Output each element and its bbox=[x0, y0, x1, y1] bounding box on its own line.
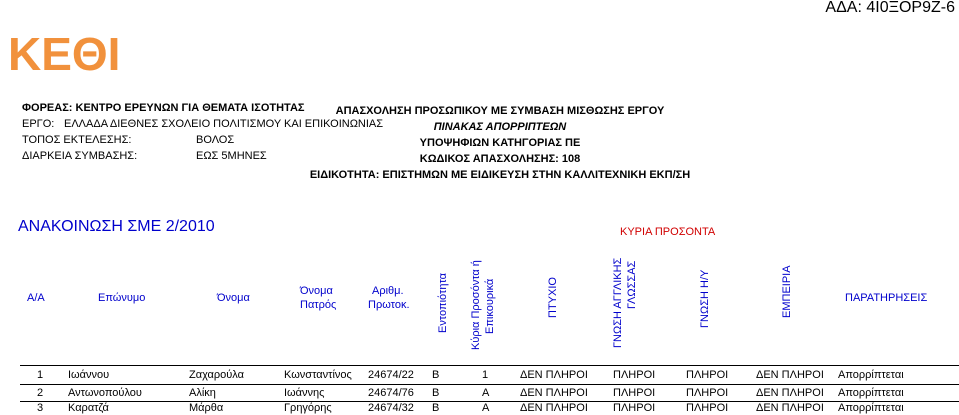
table-row bbox=[0, 368, 959, 384]
kethi-logo bbox=[8, 30, 128, 78]
ada-code: ΑΔΑ: 4Ι0ΞΟΡ9Ζ-6 bbox=[825, 0, 955, 16]
col-hy: ΓΝΩΣΗ Η/Υ bbox=[699, 269, 711, 328]
col-entopiotita: Εντοπιότητα bbox=[437, 273, 449, 333]
cell-kyria: Α bbox=[482, 387, 490, 399]
cell-agglika: ΠΛΗΡΟΙ bbox=[613, 402, 656, 414]
heading-eidikotita: ΕΙΔΙΚΟΤΗΤΑ: ΕΠΙΣΤΗΜΩΝ ΜΕ ΕΙΔΙΚΕΥΣΗ ΣΤΗΝ ΚΑΛΛΙΤΕΧΝΙΚΗ ΕΚΠ/ΣΗ bbox=[309, 169, 691, 181]
info-ergo-label: ΕΡΓΟ: bbox=[22, 118, 55, 130]
info-diarkeia-value: ΕΩΣ 5ΜΗΝΕΣ bbox=[196, 150, 267, 162]
col-kyria-2: Επικουρικά bbox=[484, 278, 496, 334]
info-foreas: ΦΟΡΕΑΣ: ΚΕΝΤΡΟ ΕΡΕΥΝΩΝ ΓΙΑ ΘΕΜΑΤΑ ΙΣΟΤΗΤΑΣ bbox=[22, 102, 305, 114]
cell-surname: Ιωάννου bbox=[68, 369, 110, 381]
logo-text: ΚΕΘΙ bbox=[8, 30, 121, 78]
cell-entopiotita: Β bbox=[432, 387, 440, 399]
info-topos-label: ΤΟΠΟΣ ΕΚΤΕΛΕΣΗΣ: bbox=[22, 134, 132, 146]
heading-apasxolisi: ΑΠΑΣΧΟΛΗΣΗ ΠΡΟΣΩΠΙΚΟΥ ΜΕ ΣΥΜΒΑΣΗ ΜΙΣΘΩΣΗΣ ΕΡΓΟΥ bbox=[335, 105, 665, 117]
col-surname: Επώνυμο bbox=[98, 292, 146, 304]
cell-protocol: 24674/22 bbox=[368, 369, 414, 381]
cell-name: Μάρθα bbox=[189, 402, 224, 414]
announcement-title: ΑΝΑΚΟΙΝΩΣΗ ΣΜΕ 2/2010 bbox=[18, 218, 215, 235]
info-diarkeia-label: ΔΙΑΡΚΕΙΑ ΣΥΜΒΑΣΗΣ: bbox=[22, 150, 138, 162]
cell-ptyxio: ΔΕΝ ΠΛΗΡΟΙ bbox=[520, 387, 588, 399]
heading-kodikos: ΚΩΔΙΚΟΣ ΑΠΑΣΧΟΛΗΣΗΣ: 108 bbox=[419, 153, 581, 165]
col-protocol-2: Πρωτοκ. bbox=[368, 299, 410, 311]
table-top-line bbox=[20, 365, 959, 366]
col-father-1: Όνομα bbox=[300, 285, 333, 297]
col-protocol-1: Αριθμ. bbox=[372, 285, 404, 297]
cell-agglika: ΠΛΗΡΟΙ bbox=[613, 387, 656, 399]
cell-notes: Απορρίπτεται bbox=[838, 402, 904, 414]
info-topos-value: ΒΟΛΟΣ bbox=[196, 134, 235, 146]
cell-surname: Αντωνοπούλου bbox=[68, 387, 142, 399]
cell-empeiria: ΔΕΝ ΠΛΗΡΟΙ bbox=[756, 369, 824, 381]
cell-father: Γρηγόρης bbox=[284, 402, 332, 414]
cell-father: Κωνσταντίνος bbox=[284, 369, 352, 381]
heading-pinakas: ΠΙΝΑΚΑΣ ΑΠΟΡΡΙΠΤΕΩΝ bbox=[433, 121, 567, 133]
col-father-2: Πατρός bbox=[300, 299, 337, 311]
cell-surname: Καρατζά bbox=[68, 402, 109, 414]
table-row bbox=[0, 386, 959, 402]
kyria-prosonta-label: ΚΥΡΙΑ ΠΡΟΣΟΝΤΑ bbox=[620, 226, 716, 238]
cell-empeiria: ΔΕΝ ΠΛΗΡΟΙ bbox=[756, 387, 824, 399]
cell-name: Ζαχαρούλα bbox=[189, 369, 244, 381]
col-notes: ΠΑΡΑΤΗΡΗΣΕΙΣ bbox=[845, 292, 928, 304]
cell-notes: Απορρίπτεται bbox=[838, 387, 904, 399]
cell-name: Αλίκη bbox=[189, 387, 216, 399]
cell-ptyxio: ΔΕΝ ΠΛΗΡΟΙ bbox=[520, 369, 588, 381]
table-row bbox=[0, 401, 959, 415]
cell-hy: ΠΛΗΡΟΙ bbox=[686, 387, 729, 399]
cell-empeiria: ΔΕΝ ΠΛΗΡΟΙ bbox=[756, 402, 824, 414]
cell-entopiotita: Β bbox=[432, 369, 440, 381]
col-aa: Α/Α bbox=[27, 292, 45, 304]
info-ergo-value: ΕΛΛΑΔΑ ΔΙΕΘΝΕΣ ΣΧΟΛΕΙΟ ΠΟΛΙΤΙΣΜΟΥ ΚΑΙ ΕΠΙΚΟΙΝΩΝΙΑΣ bbox=[64, 118, 384, 130]
cell-aa: 2 bbox=[37, 387, 44, 399]
cell-entopiotita: Β bbox=[432, 402, 440, 414]
cell-agglika: ΠΛΗΡΟΙ bbox=[613, 369, 656, 381]
cell-father: Ιωάννης bbox=[284, 387, 325, 399]
cell-hy: ΠΛΗΡΟΙ bbox=[686, 402, 729, 414]
col-kyria-1: Κύρια Προσόντα ή bbox=[470, 260, 482, 350]
heading-ypopsifioi: ΥΠΟΨΗΦΙΩΝ ΚΑΤΗΓΟΡΙΑΣ ΠΕ bbox=[419, 137, 581, 149]
col-empeiria: ΕΜΠΕΙΡΙΑ bbox=[781, 265, 793, 318]
cell-ptyxio: ΔΕΝ ΠΛΗΡΟΙ bbox=[520, 402, 588, 414]
cell-hy: ΠΛΗΡΟΙ bbox=[686, 369, 729, 381]
col-name: Όνομα bbox=[217, 292, 250, 304]
cell-protocol: 24674/76 bbox=[368, 387, 414, 399]
cell-protocol: 24674/32 bbox=[368, 402, 414, 414]
cell-kyria: Α bbox=[482, 402, 490, 414]
col-ptyxio: ΠΤΥΧΙΟ bbox=[547, 277, 559, 318]
cell-kyria: 1 bbox=[482, 369, 489, 381]
col-agglika-2: ΓΛΩΣΣΑΣ bbox=[626, 260, 638, 309]
logo-graphic bbox=[8, 30, 128, 78]
cell-notes: Απορρίπτεται bbox=[838, 369, 904, 381]
cell-aa: 1 bbox=[37, 369, 44, 381]
cell-aa: 3 bbox=[37, 402, 44, 414]
row-divider bbox=[20, 384, 959, 385]
col-agglika-1: ΓΝΩΣΗ ΑΓΓΛΙΚΗΣ bbox=[612, 257, 624, 348]
